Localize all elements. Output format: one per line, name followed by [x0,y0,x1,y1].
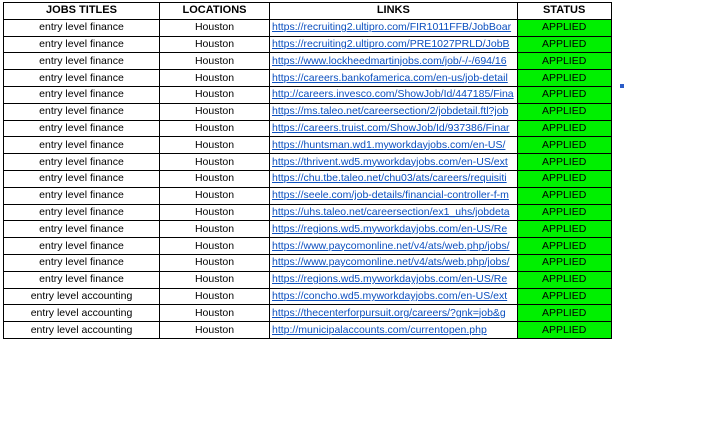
header-status[interactable]: STATUS [517,3,611,20]
header-locations[interactable]: LOCATIONS [160,3,270,20]
status-cell[interactable]: APPLIED [517,305,611,322]
table-row [4,254,612,271]
location-cell[interactable]: Houston [160,271,270,288]
table-row [4,271,612,288]
location-cell[interactable]: Houston [160,288,270,305]
job-link-cell[interactable]: https://careers.bankofamerica.com/en-us/job-detail [270,70,518,87]
location-cell[interactable]: Houston [160,154,270,171]
table-row [4,288,612,305]
selection-fill-handle[interactable] [620,84,624,88]
table-row [4,137,612,154]
status-cell[interactable]: APPLIED [517,271,611,288]
header-job-titles[interactable]: JOBS TITLES [4,3,160,20]
job-link-cell[interactable]: https://www.lockheedmartinjobs.com/job/-/-/694/16 [270,53,518,70]
job-link-cell[interactable]: http://careers.invesco.com/ShowJob/Id/447185/Fina [270,86,518,103]
table-row [4,70,612,87]
table-row [4,170,612,187]
table-row [4,103,612,120]
job-title-cell[interactable]: entry level finance [4,70,160,87]
job-link-cell[interactable]: https://regions.wd5.myworkdayjobs.com/en-US/Re [270,271,518,288]
table-body [4,19,612,338]
location-cell[interactable]: Houston [160,137,270,154]
location-cell[interactable]: Houston [160,70,270,87]
job-link-cell[interactable]: https://careers.truist.com/ShowJob/Id/937386/Finar [270,120,518,137]
job-link-cell[interactable]: https://www.paycomonline.net/v4/ats/web.php/jobs/ [270,254,518,271]
status-cell[interactable]: APPLIED [517,238,611,255]
job-title-cell[interactable]: entry level finance [4,120,160,137]
status-cell[interactable]: APPLIED [517,53,611,70]
status-cell[interactable]: APPLIED [517,288,611,305]
table-row [4,238,612,255]
header-row [4,3,612,20]
table-row [4,204,612,221]
status-cell[interactable]: APPLIED [517,254,611,271]
job-link-cell[interactable]: https://recruiting2.ultipro.com/PRE1027PRLD/JobB [270,36,518,53]
job-title-cell[interactable]: entry level finance [4,137,160,154]
status-cell[interactable]: APPLIED [517,204,611,221]
table-row [4,36,612,53]
job-title-cell[interactable]: entry level finance [4,271,160,288]
job-title-cell[interactable]: entry level finance [4,53,160,70]
location-cell[interactable]: Houston [160,204,270,221]
location-cell[interactable]: Houston [160,19,270,36]
job-link-cell[interactable]: https://concho.wd5.myworkdayjobs.com/en-US/ext [270,288,518,305]
location-cell[interactable]: Houston [160,36,270,53]
status-cell[interactable]: APPLIED [517,36,611,53]
table-row [4,86,612,103]
job-title-cell[interactable]: entry level finance [4,86,160,103]
location-cell[interactable]: Houston [160,120,270,137]
job-link-cell[interactable]: https://chu.tbe.taleo.net/chu03/ats/careers/requisiti [270,170,518,187]
job-link-cell[interactable]: https://huntsman.wd1.myworkdayjobs.com/en-US/ [270,137,518,154]
table-row [4,120,612,137]
job-link-cell[interactable]: https://thecenterforpursuit.org/careers/?gnk=job&g [270,305,518,322]
location-cell[interactable]: Houston [160,86,270,103]
table-row [4,187,612,204]
status-cell[interactable]: APPLIED [517,187,611,204]
status-cell[interactable]: APPLIED [517,120,611,137]
job-title-cell[interactable]: entry level finance [4,221,160,238]
table-row [4,221,612,238]
status-cell[interactable]: APPLIED [517,322,611,339]
job-title-cell[interactable]: entry level finance [4,19,160,36]
header-links[interactable]: LINKS [270,3,518,20]
table-row [4,154,612,171]
table-row [4,19,612,36]
job-title-cell[interactable]: entry level finance [4,238,160,255]
job-title-cell[interactable]: entry level finance [4,187,160,204]
job-title-cell[interactable]: entry level finance [4,154,160,171]
location-cell[interactable]: Houston [160,238,270,255]
job-title-cell[interactable]: entry level finance [4,103,160,120]
location-cell[interactable]: Houston [160,187,270,204]
status-cell[interactable]: APPLIED [517,19,611,36]
status-cell[interactable]: APPLIED [517,103,611,120]
table-row [4,53,612,70]
status-cell[interactable]: APPLIED [517,70,611,87]
job-title-cell[interactable]: entry level accounting [4,288,160,305]
job-title-cell[interactable]: entry level finance [4,36,160,53]
job-link-cell[interactable]: https://uhs.taleo.net/careersection/ex1_uhs/jobdeta [270,204,518,221]
location-cell[interactable]: Houston [160,254,270,271]
location-cell[interactable]: Houston [160,103,270,120]
job-title-cell[interactable]: entry level accounting [4,322,160,339]
status-cell[interactable]: APPLIED [517,86,611,103]
job-title-cell[interactable]: entry level finance [4,254,160,271]
job-link-cell[interactable]: https://thrivent.wd5.myworkdayjobs.com/en-US/ext [270,154,518,171]
status-cell[interactable]: APPLIED [517,170,611,187]
job-title-cell[interactable]: entry level finance [4,204,160,221]
status-cell[interactable]: APPLIED [517,154,611,171]
location-cell[interactable]: Houston [160,322,270,339]
job-title-cell[interactable]: entry level finance [4,170,160,187]
table-row [4,322,612,339]
job-link-cell[interactable]: http://municipalaccounts.com/currentopen.php [270,322,518,339]
job-link-cell[interactable]: https://seele.com/job-details/financial-controller-f-m [270,187,518,204]
job-title-cell[interactable]: entry level accounting [4,305,160,322]
location-cell[interactable]: Houston [160,53,270,70]
job-link-cell[interactable]: https://www.paycomonline.net/v4/ats/web.php/jobs/ [270,238,518,255]
status-cell[interactable]: APPLIED [517,137,611,154]
table-row [4,305,612,322]
job-link-cell[interactable]: https://ms.taleo.net/careersection/2/jobdetail.ftl?job [270,103,518,120]
status-cell[interactable]: APPLIED [517,221,611,238]
location-cell[interactable]: Houston [160,221,270,238]
job-link-cell[interactable]: https://regions.wd5.myworkdayjobs.com/en-US/Re [270,221,518,238]
jobs-spreadsheet [3,2,612,339]
location-cell[interactable]: Houston [160,170,270,187]
location-cell[interactable]: Houston [160,305,270,322]
job-link-cell[interactable]: https://recruiting2.ultipro.com/FIR1011FFB/JobBoar [270,19,518,36]
